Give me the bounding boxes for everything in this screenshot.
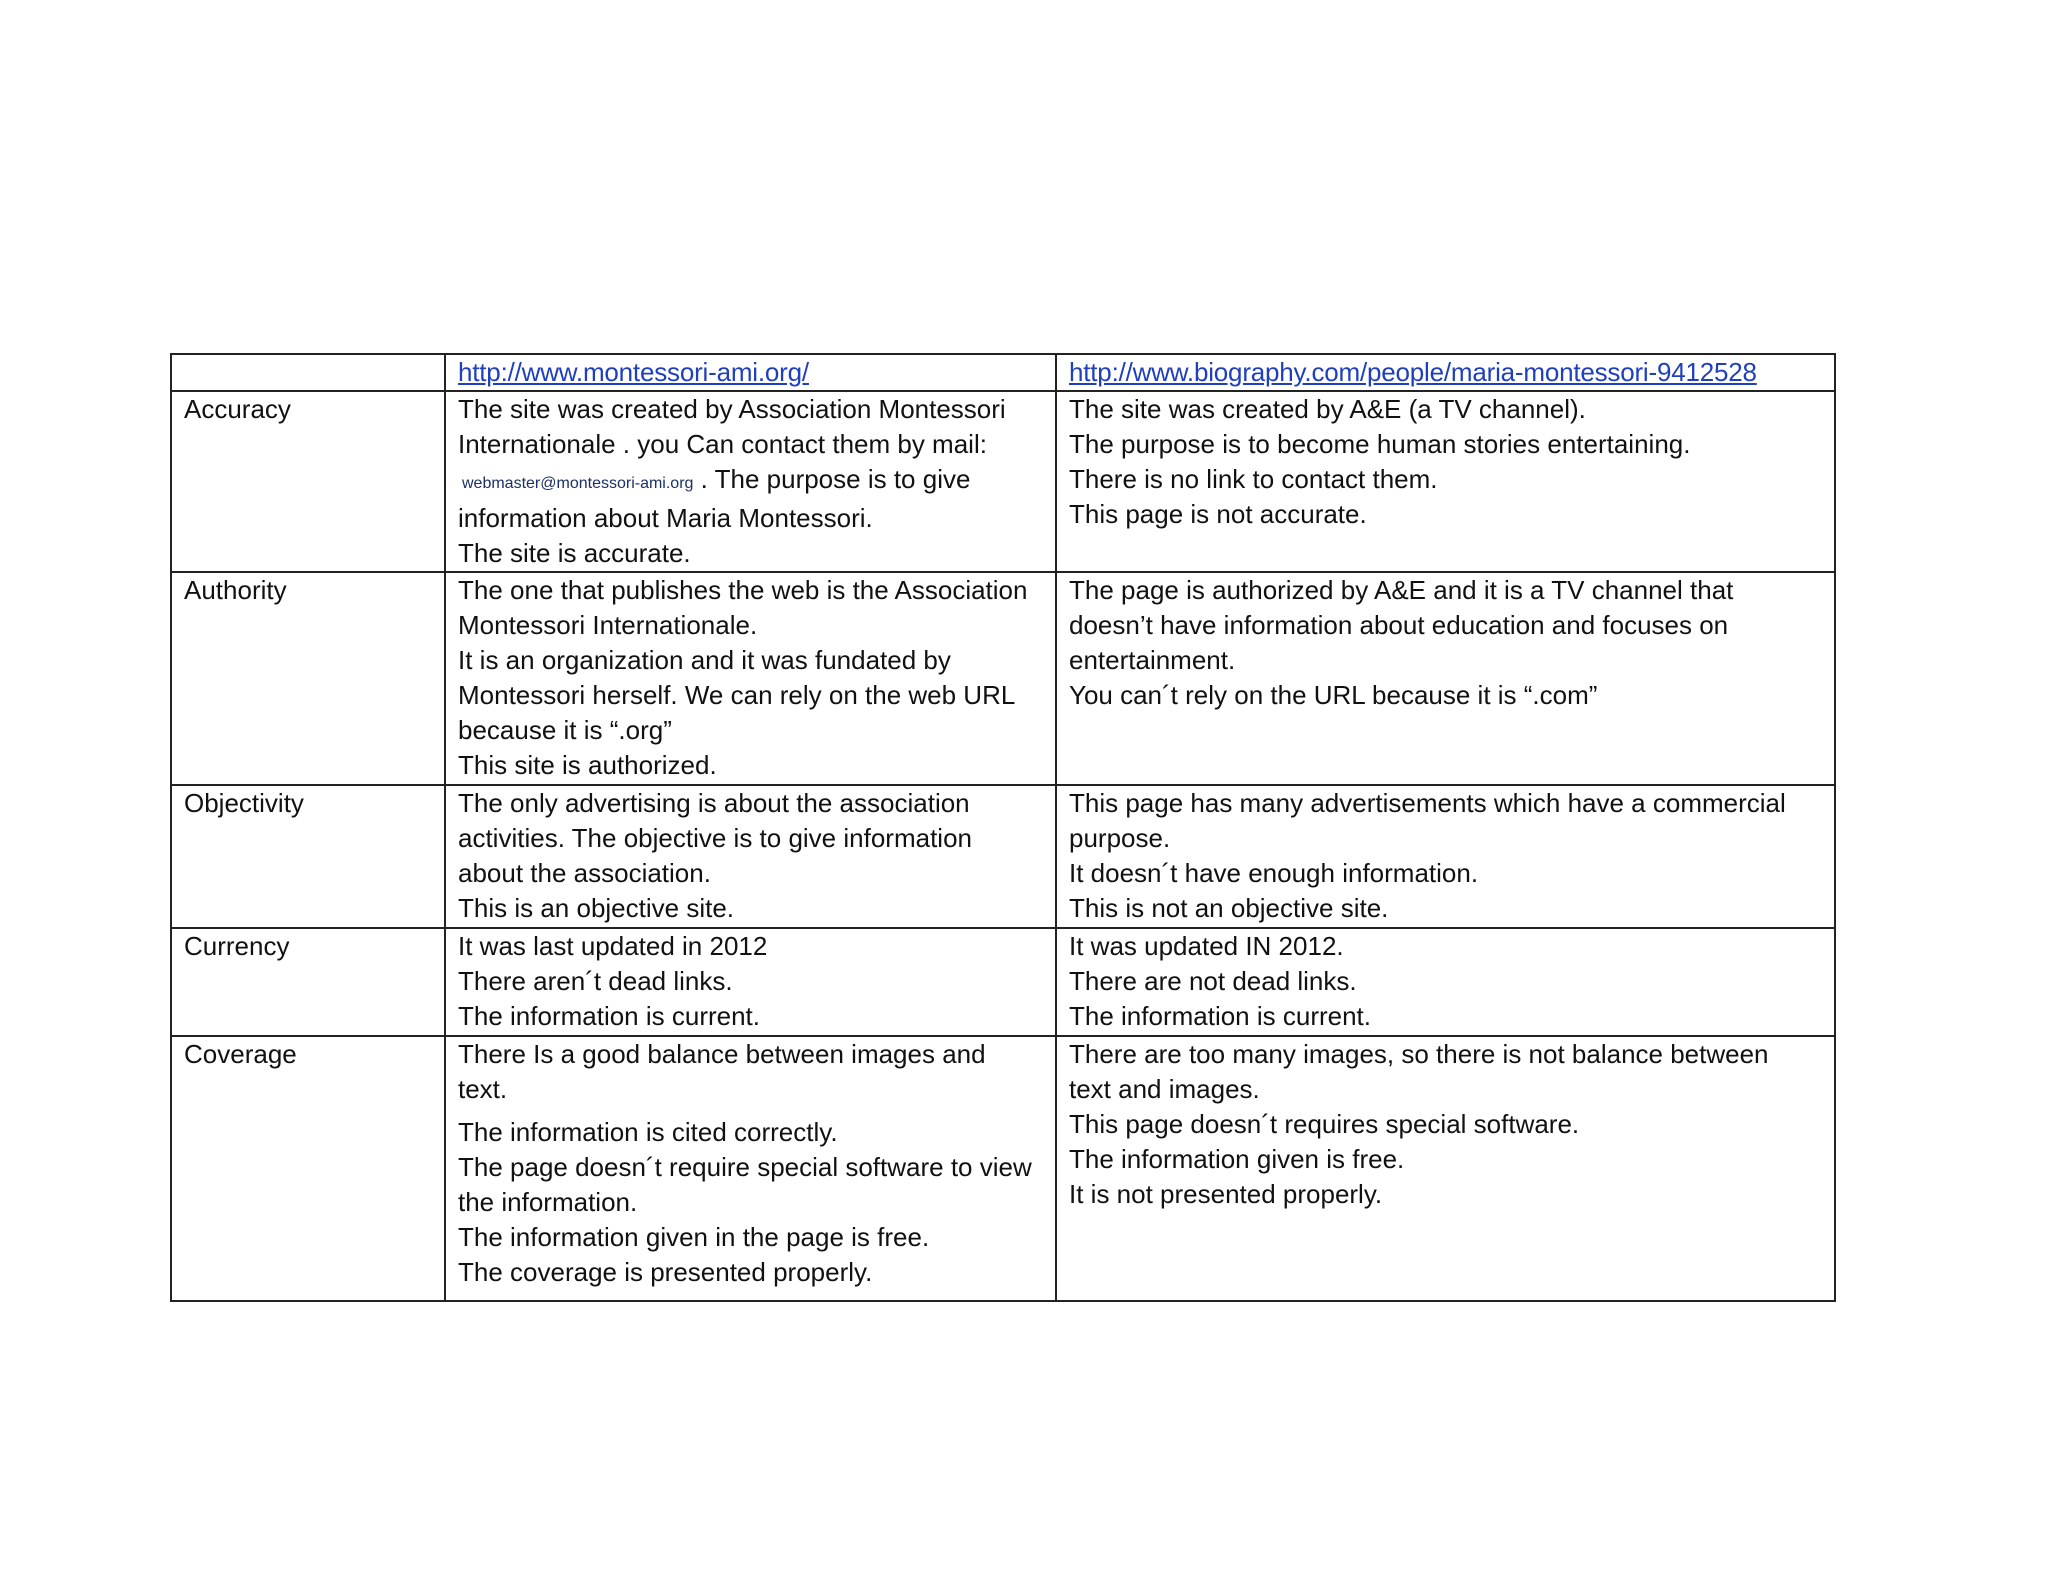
cell-line: about the association.: [458, 858, 711, 888]
header-empty-cell: [171, 354, 445, 391]
cell-line: The information given is free.: [1069, 1144, 1405, 1174]
cell-line: information about Maria Montessori.: [458, 503, 873, 533]
cell-line: This page is not accurate.: [1069, 499, 1367, 529]
criterion-label: Currency: [184, 931, 290, 961]
header-url-cell-2: [1056, 354, 1835, 391]
cell-line: There are not dead links.: [1069, 966, 1357, 996]
site1-cell: [445, 391, 1056, 572]
cell-line: The information is cited correctly.: [458, 1117, 838, 1147]
cell-line: The page doesn´t require special software to view: [458, 1152, 1032, 1182]
site2-cell: [1056, 572, 1835, 785]
criterion-cell: [171, 572, 445, 785]
webmaster-email[interactable]: webmaster@montessori-ami.org: [462, 475, 694, 492]
cell-line: activities. The objective is to give information: [458, 823, 972, 853]
montessori-ami-link[interactable]: http://www.montessori-ami.org/: [458, 357, 809, 387]
cell-line: This is an objective site.: [458, 893, 735, 923]
cell-line: It was updated IN 2012.: [1069, 931, 1344, 961]
site2-cell: [1056, 1036, 1835, 1301]
cell-line: This is not an objective site.: [1069, 893, 1389, 923]
cell-line: Montessori herself. We can rely on the web URL: [458, 680, 1016, 710]
site2-cell: [1056, 391, 1835, 572]
criterion-cell: [171, 391, 445, 572]
cell-line: entertainment.: [1069, 645, 1236, 675]
criterion-cell: [171, 928, 445, 1036]
cell-line: The only advertising is about the association: [458, 788, 970, 818]
cell-line: There Is a good balance between images and: [458, 1039, 986, 1069]
cell-line: There is no link to contact them.: [1069, 464, 1438, 494]
cell-line: There are too many images, so there is not balance between: [1069, 1039, 1769, 1069]
cell-line: The purpose is to become human stories entertaining.: [1069, 429, 1691, 459]
cell-line: The information given in the page is free.: [458, 1222, 930, 1252]
site1-cell: [445, 785, 1056, 928]
header-url-cell-1: [445, 354, 1056, 391]
cell-line: The information is current.: [1069, 1001, 1372, 1031]
cell-line: It is an organization and it was fundated by: [458, 645, 951, 675]
criterion-label: Coverage: [184, 1039, 297, 1069]
cell-line: The information is current.: [458, 1001, 761, 1031]
cell-line: It doesn´t have enough information.: [1069, 858, 1479, 888]
site1-cell: [445, 928, 1056, 1036]
criterion-label: Accuracy: [184, 394, 291, 424]
cell-line: text and images.: [1069, 1074, 1260, 1104]
cell-line: The site was created by A&E (a TV channel).: [1069, 394, 1586, 424]
biography-link[interactable]: http://www.biography.com/people/maria-montessori-9412528: [1069, 357, 1757, 387]
cell-line: the information.: [458, 1187, 638, 1217]
table-header-row: [171, 354, 1835, 391]
cell-line: The site is accurate.: [458, 538, 691, 568]
cell-line: The coverage is presented properly.: [458, 1257, 873, 1287]
site2-cell: [1056, 785, 1835, 928]
table-row: [171, 928, 1835, 1036]
criterion-label: Objectivity: [184, 788, 304, 818]
cell-line: This page has many advertisements which have a commercial: [1069, 788, 1786, 818]
cell-line: Montessori Internationale.: [458, 610, 758, 640]
cell-line: There aren´t dead links.: [458, 966, 733, 996]
table-row: [171, 391, 1835, 572]
cell-line: It is not presented properly.: [1069, 1179, 1383, 1209]
table-row: [171, 1036, 1835, 1301]
criterion-cell: [171, 1036, 445, 1301]
evaluation-table: [170, 353, 1836, 1302]
site1-cell: [445, 572, 1056, 785]
cell-line-tail: . The purpose is to give: [693, 464, 971, 494]
cell-line: The one that publishes the web is the Association: [458, 575, 1028, 605]
cell-line: Internationale . you Can contact them by mail:: [458, 429, 987, 459]
site2-cell: [1056, 928, 1835, 1036]
cell-line: It was last updated in 2012: [458, 931, 768, 961]
cell-line: doesn’t have information about education and focuses on: [1069, 610, 1729, 640]
cell-line: The site was created by Association Montessori: [458, 394, 1006, 424]
criterion-cell: [171, 785, 445, 928]
cell-line: The page is authorized by A&E and it is a TV channel that: [1069, 575, 1734, 605]
cell-line: [458, 462, 1043, 501]
cell-line: purpose.: [1069, 823, 1171, 853]
table-row: [171, 572, 1835, 785]
cell-line: because it is “.org”: [458, 715, 672, 745]
table-row: [171, 785, 1835, 928]
cell-line: This page doesn´t requires special software.: [1069, 1109, 1580, 1139]
cell-line: This site is authorized.: [458, 750, 717, 780]
cell-line: You can´t rely on the URL because it is “.com”: [1069, 680, 1598, 710]
criterion-label: Authority: [184, 575, 287, 605]
site1-cell: [445, 1036, 1056, 1301]
cell-line: text.: [458, 1074, 508, 1104]
